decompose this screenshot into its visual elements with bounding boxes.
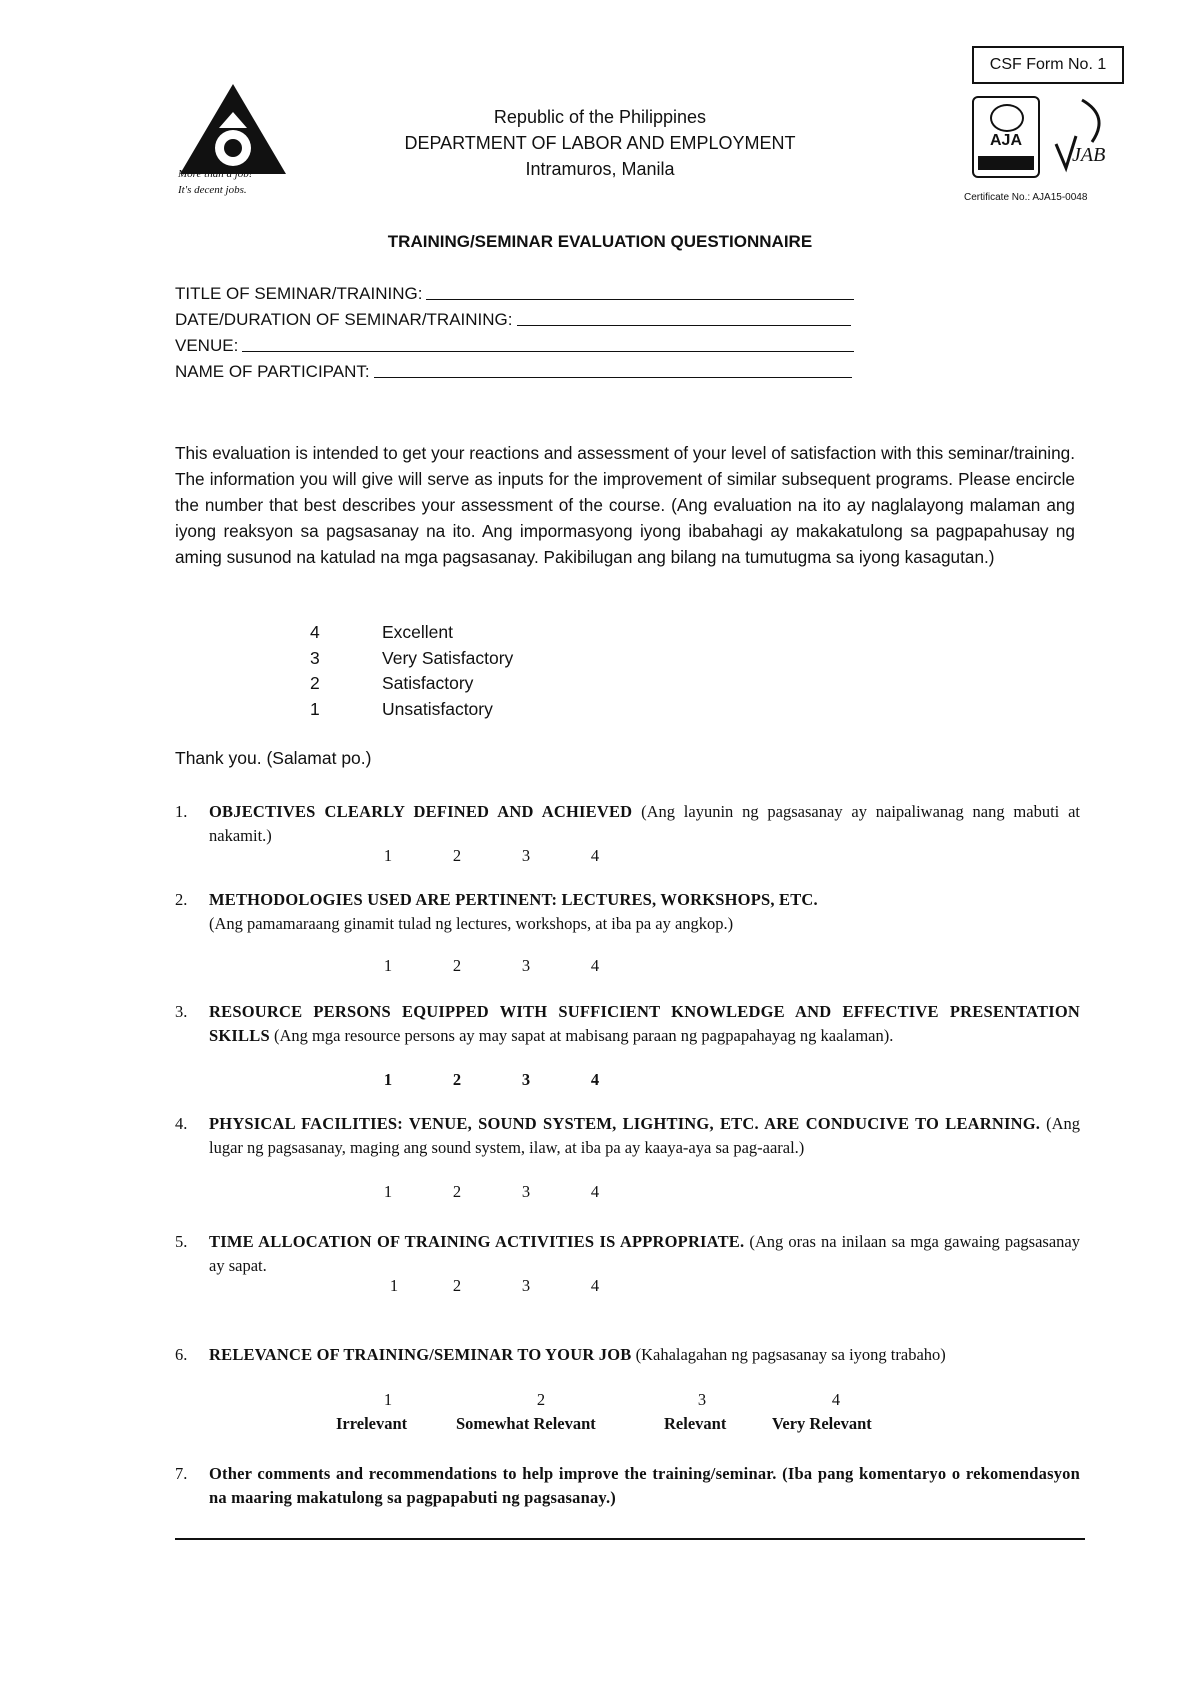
rating-option-1[interactable]: 1 <box>383 846 393 865</box>
aja-seal-text: AJA <box>989 132 1022 149</box>
rating-option-1[interactable]: 1 <box>383 1070 393 1089</box>
seminar-title-label: TITLE OF SEMINAR/TRAINING: <box>175 284 423 303</box>
logo-motto-1: More than a job! <box>178 168 253 180</box>
participant-label: NAME OF PARTICIPANT: <box>175 362 370 381</box>
rating-option-4[interactable]: 4 <box>590 1182 600 1201</box>
header-republic: Republic of the Philippines <box>493 107 707 127</box>
rating-option-3[interactable]: 3 <box>521 1276 531 1295</box>
scale-row <box>310 620 513 646</box>
seal-band <box>978 156 1034 170</box>
date-line[interactable] <box>517 324 851 326</box>
rating-option-1[interactable]: 1 <box>383 1182 393 1201</box>
rating-scale <box>310 620 513 722</box>
venue-line[interactable] <box>242 350 854 352</box>
rating-option-4[interactable]: 4 <box>590 956 600 975</box>
question-4 <box>175 1112 1080 1160</box>
rating-option-4[interactable]: 4 <box>590 846 600 865</box>
question-translation: (Ang mga resource persons ay may sapat at mabisang paraan ng pagpapahayag ng kaalaman). <box>269 1026 894 1045</box>
rating-option-1[interactable]: 1 <box>383 1390 393 1409</box>
seminar-title-field <box>175 284 854 304</box>
scale-number: 1 <box>310 698 320 719</box>
scale-number: 2 <box>310 673 320 693</box>
rating-option-3[interactable]: 3 <box>521 1182 531 1201</box>
scale-label: Satisfactory <box>382 673 474 693</box>
rating-option-4[interactable]: 4 <box>831 1390 841 1409</box>
venue-field <box>175 336 854 356</box>
intro-paragraph: This evaluation is intended to get your reactions and assessment of your level of satisfaction with this seminar/training. The information you will give will serve as inputs for the improvement of similar subsequent programs. Please encircle the number that best describes your assessment of the course. (Ang evaluation na ito ay naglalayong malaman ang iyong reaksyon sa pagsasanay na ito. Ang impormasyong iyong ibabahagi ay makakatulong sa pagpapahusay ng aming susunod na katulad na mga pagsasanay. Pakibilugan ang bilang na tumutugma sa iyong kasagutan.) <box>175 443 1075 567</box>
question-heading: OBJECTIVES CLEARLY DEFINED AND ACHIEVED <box>209 802 633 821</box>
relevance-label: Irrelevant <box>336 1414 408 1433</box>
scale-row <box>310 697 513 723</box>
question-number: 6. <box>175 1345 188 1364</box>
participant-line[interactable] <box>374 376 852 378</box>
certification-seals <box>964 96 1128 206</box>
rating-option-1[interactable]: 1 <box>383 956 393 975</box>
header-department: DEPARTMENT OF LABOR AND EMPLOYMENT <box>404 133 796 153</box>
page-title: TRAINING/SEMINAR EVALUATION QUESTIONNAIRE <box>387 232 813 251</box>
rating-option-2[interactable]: 2 <box>452 846 462 865</box>
question-number: 4. <box>175 1114 188 1133</box>
question-number: 5. <box>175 1232 188 1251</box>
dole-logo <box>178 82 288 202</box>
question-number: 2. <box>175 890 188 909</box>
question-translation: (Ang pamamaraang ginamit tulad ng lectures, workshops, at iba pa ay angkop.) <box>209 914 734 933</box>
rating-option-3[interactable]: 3 <box>521 846 531 865</box>
header-location: Intramuros, Manila <box>525 159 675 179</box>
question-number: 3. <box>175 1002 188 1021</box>
aja-seal <box>972 96 1040 178</box>
scale-label: Unsatisfactory <box>382 698 493 719</box>
question-translation: (Ang lugar ng pagsasanay, maging ang sound system, ilaw, at iba pa ay kaaya-aya sa pag-aaral.) <box>209 1114 1080 1157</box>
rating-option-2[interactable]: 2 <box>452 1070 462 1089</box>
question-2 <box>175 888 1080 936</box>
rating-option-2[interactable]: 2 <box>452 956 462 975</box>
question-6 <box>175 1343 1080 1367</box>
date-label: DATE/DURATION OF SEMINAR/TRAINING: <box>175 310 513 329</box>
relevance-label: Somewhat Relevant <box>456 1414 596 1433</box>
scale-number: 4 <box>310 622 320 642</box>
question-heading: PHYSICAL FACILITIES: VENUE, SOUND SYSTEM, LIGHTING, ETC. ARE CONDUCIVE TO LEARNING. <box>209 1114 1041 1133</box>
date-field <box>175 310 851 330</box>
certificate-number: Certificate No.: AJA15-0048 <box>964 192 1088 203</box>
rating-option-3[interactable]: 3 <box>697 1390 707 1409</box>
globe-icon <box>990 104 1024 132</box>
dole-triangle-icon <box>178 82 288 177</box>
rating-option-2[interactable]: 2 <box>452 1182 462 1201</box>
question-heading: METHODOLOGIES USED ARE PERTINENT: LECTURES, WORKSHOPS, ETC. <box>209 890 818 909</box>
logo-motto-2: It's decent jobs. <box>178 184 247 196</box>
scale-row <box>310 646 513 672</box>
scale-row <box>310 671 513 697</box>
question-heading: Other comments and recommendations to help improve the training/seminar. (Iba pang komentaryo o rekomendasyon na maaring makatulong sa pagpapabuti ng pagsasanay.) <box>209 1464 1080 1507</box>
rating-option-2[interactable]: 2 <box>452 1276 462 1295</box>
seminar-title-line[interactable] <box>426 298 854 300</box>
question-heading: TIME ALLOCATION OF TRAINING ACTIVITIES IS APPROPRIATE. <box>209 1232 745 1251</box>
question-1 <box>175 800 1080 848</box>
question-3 <box>175 1000 1080 1048</box>
venue-label: VENUE: <box>175 336 239 355</box>
rating-option-4[interactable]: 4 <box>590 1070 600 1089</box>
question-translation: (Ang oras na inilaan sa mga gawaing pagsasanay ay sapat. <box>209 1232 1080 1275</box>
question-heading: RESOURCE PERSONS EQUIPPED WITH SUFFICIENT KNOWLEDGE AND EFFECTIVE PRESENTATION SKILLS <box>209 1002 1080 1045</box>
rating-option-3[interactable]: 3 <box>521 956 531 975</box>
rating-option-1[interactable]: 1 <box>389 1276 399 1295</box>
scale-number: 3 <box>310 647 320 668</box>
question-heading: RELEVANCE OF TRAINING/SEMINAR TO YOUR JOB <box>209 1345 632 1364</box>
comments-line[interactable] <box>175 1538 1085 1540</box>
participant-field <box>175 362 852 382</box>
form-number-box: CSF Form No. 1 <box>972 46 1124 84</box>
relevance-label: Relevant <box>664 1414 727 1433</box>
rating-option-3[interactable]: 3 <box>521 1070 531 1089</box>
question-number: 1. <box>175 802 188 821</box>
question-5 <box>175 1230 1080 1278</box>
scale-label: Very Satisfactory <box>382 647 514 668</box>
question-7 <box>175 1462 1080 1510</box>
rating-option-4[interactable]: 4 <box>590 1276 600 1295</box>
jab-mark <box>1052 96 1112 174</box>
thank-you-note: Thank you. (Salamat po.) <box>175 748 372 768</box>
jab-text: JAB <box>1072 144 1106 166</box>
rating-option-2[interactable]: 2 <box>536 1390 546 1409</box>
relevance-label: Very Relevant <box>772 1414 872 1433</box>
agency-header <box>330 104 870 182</box>
relevance-labels <box>0 1414 1200 1438</box>
question-translation: (Ang layunin ng pagsasanay ay naipaliwanag nang mabuti at nakamit.) <box>209 802 1080 845</box>
question-number: 7. <box>175 1464 188 1483</box>
question-translation: (Kahalagahan ng pagsasanay sa iyong trabaho) <box>631 1345 946 1364</box>
scale-label: Excellent <box>382 622 454 642</box>
